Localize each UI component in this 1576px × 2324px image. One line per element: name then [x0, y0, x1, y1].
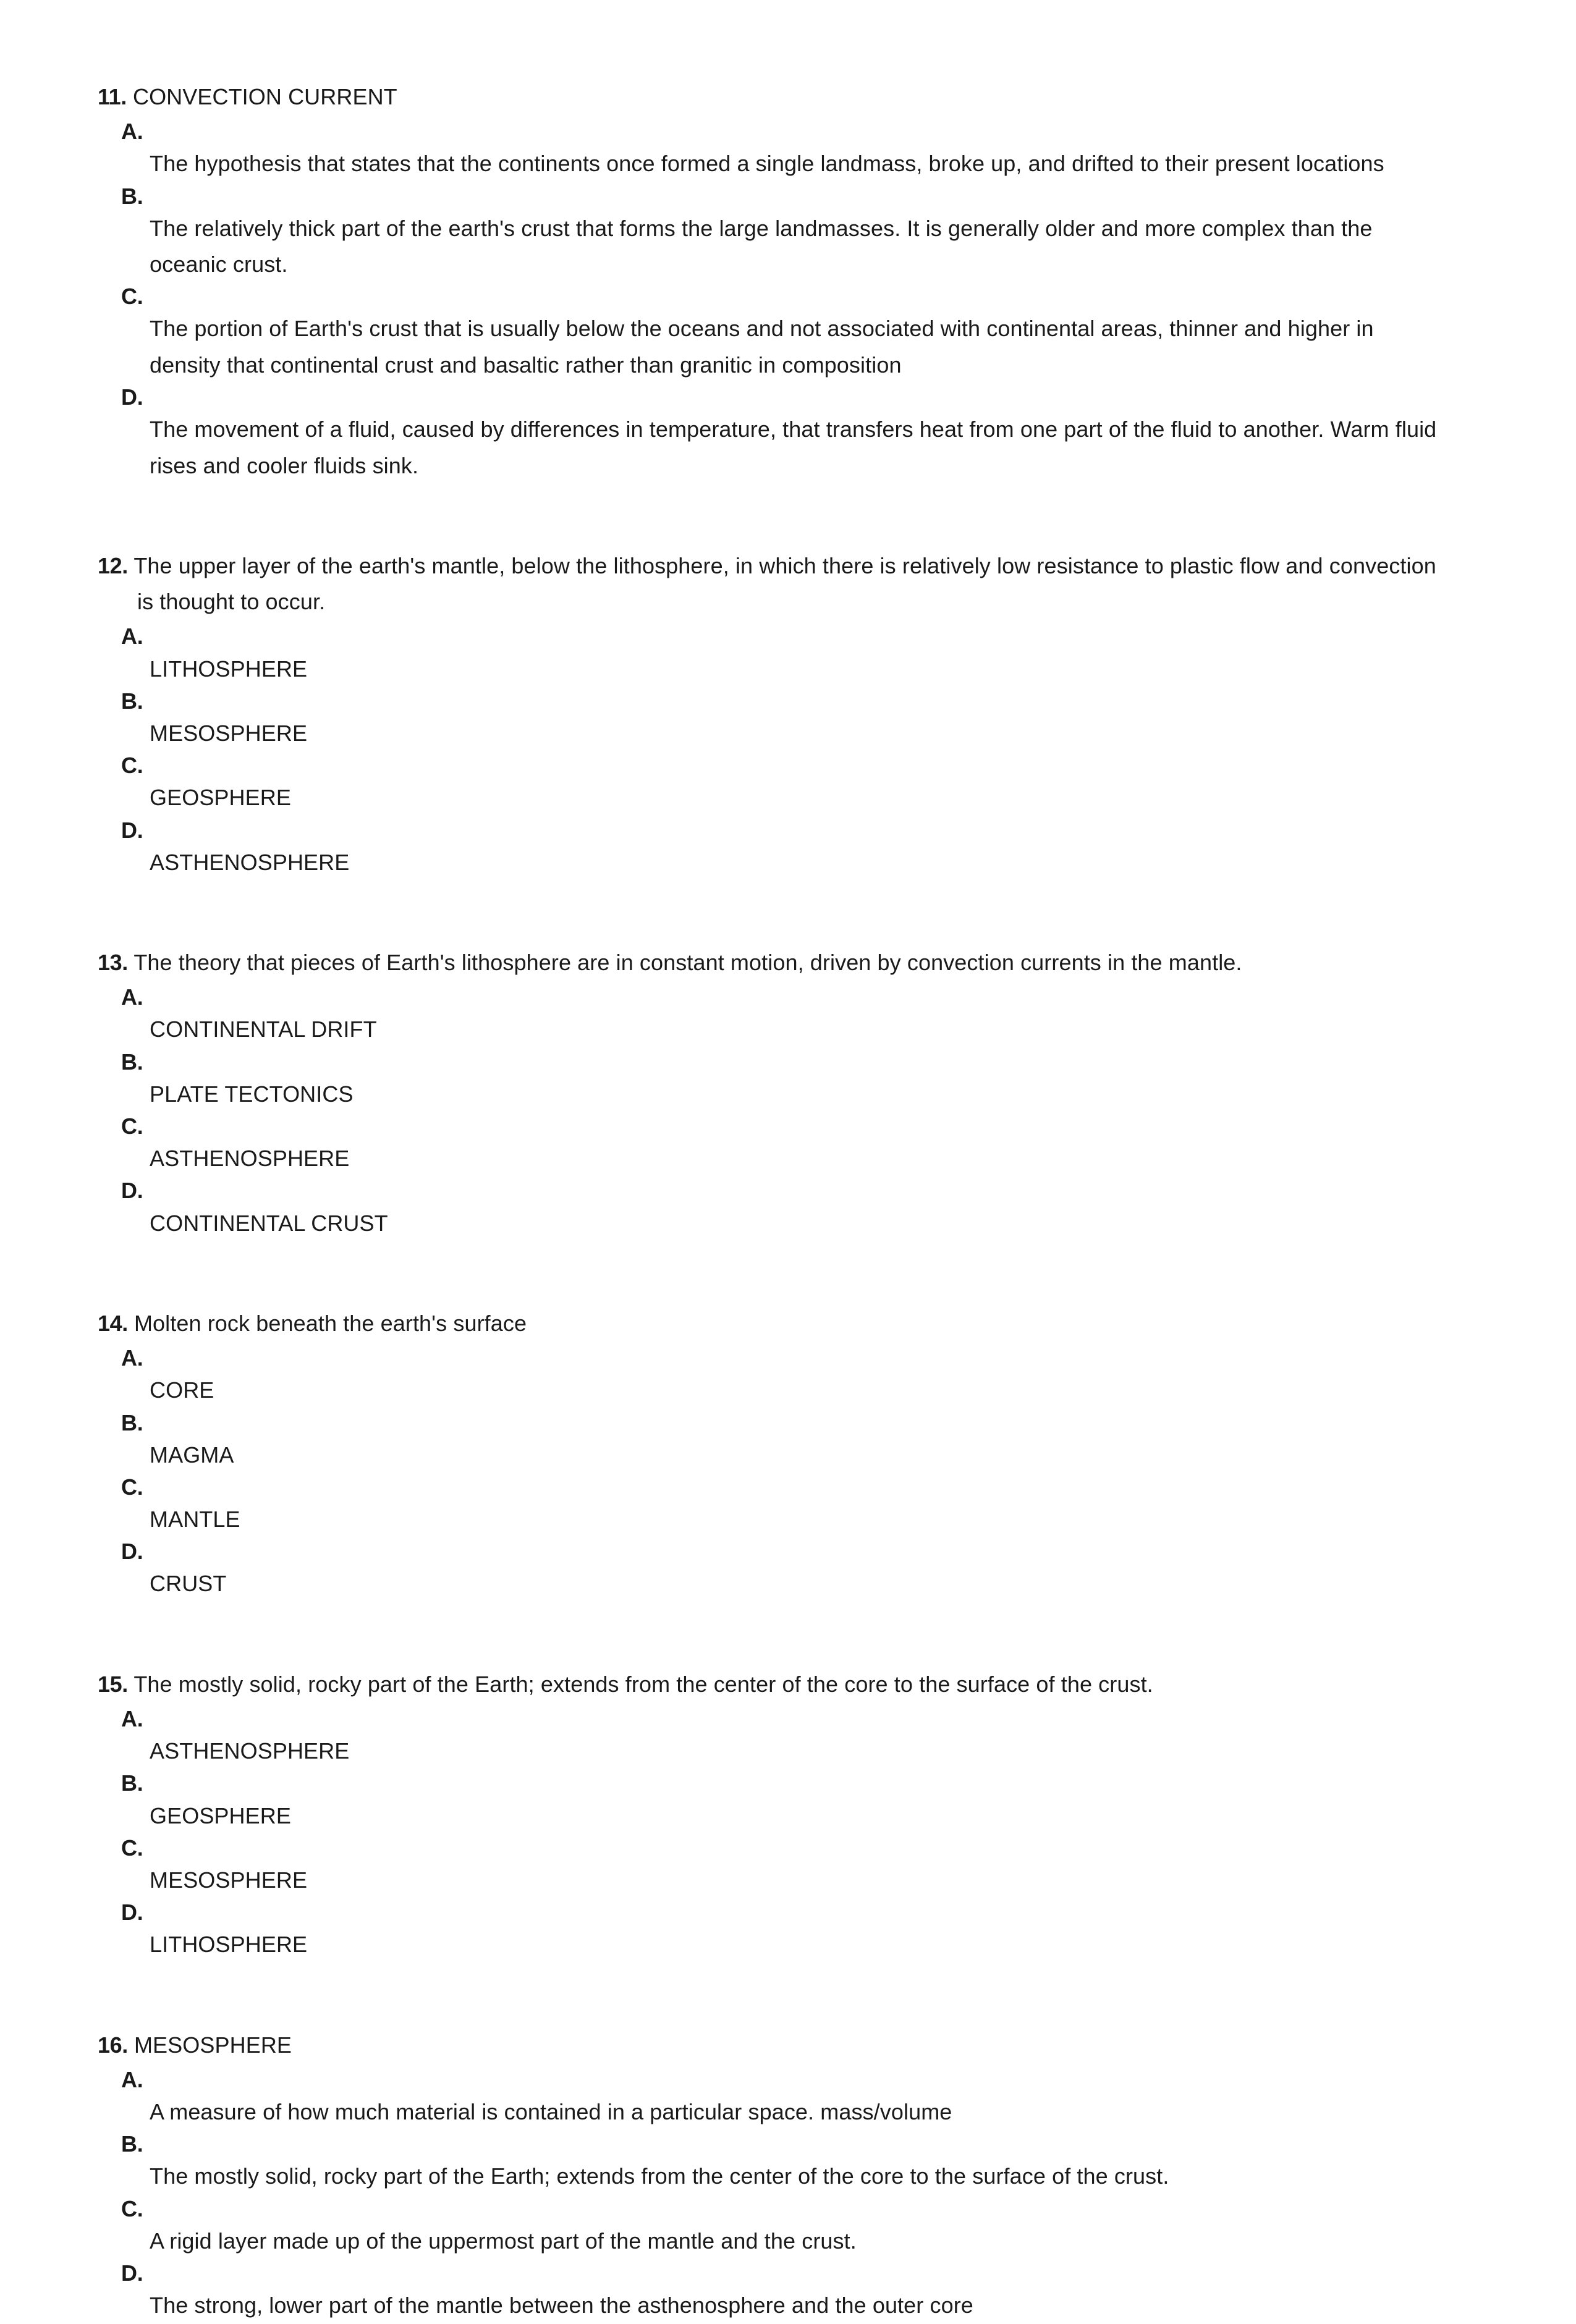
option-text[interactable]: MANTLE	[150, 1506, 240, 1532]
option-letter[interactable]: C.	[121, 1835, 143, 1861]
option-letter[interactable]: D.	[121, 1899, 143, 1925]
question-block	[98, 2027, 1446, 2324]
question-prompt	[98, 1306, 1446, 1342]
question-block	[98, 945, 1446, 1241]
option-text[interactable]: LITHOSPHERE	[150, 656, 308, 682]
option-letter[interactable]: B.	[121, 1049, 143, 1075]
answer-option[interactable]	[98, 751, 1446, 816]
option-text[interactable]: ASTHENOSPHERE	[150, 1738, 350, 1764]
option-letter[interactable]: C.	[121, 753, 143, 779]
option-letter[interactable]: B.	[121, 1409, 143, 1435]
option-list	[98, 2066, 1446, 2324]
option-text[interactable]: The portion of Earth's crust that is usually below the oceans and not associated with continental areas, thinner and higher in density that continental crust and basaltic rather than granitic in composition	[150, 316, 1374, 378]
option-letter[interactable]: C.	[121, 284, 143, 310]
option-text[interactable]: GEOSPHERE	[150, 1802, 291, 1828]
question-block	[98, 1667, 1446, 1963]
option-letter[interactable]: A.	[121, 1345, 143, 1371]
question-text: The upper layer of the earth's mantle, below the lithosphere, in which there is relatively low resistance to plastic flow and convection is thought to occur.	[133, 552, 1436, 615]
option-text[interactable]: GEOSPHERE	[150, 785, 291, 811]
question-number: 11.	[98, 84, 127, 109]
answer-option[interactable]	[98, 687, 1446, 751]
option-text[interactable]: A rigid layer made up of the uppermost part of the mantle and the crust.	[150, 2228, 857, 2254]
option-text[interactable]: The strong, lower part of the mantle between the asthenosphere and the outer core	[150, 2292, 973, 2318]
option-letter[interactable]: C.	[121, 2195, 143, 2221]
option-text[interactable]: CONTINENTAL DRIFT	[150, 1016, 377, 1042]
option-letter[interactable]: D.	[121, 1539, 143, 1565]
option-text[interactable]: The relatively thick part of the earth's crust that forms the large landmasses. It is generally older and more complex than the oceanic crust.	[150, 215, 1373, 277]
option-text[interactable]: The movement of a fluid, caused by differences in temperature, that transfers heat from one part of the fluid to another. Warm fluid rises and cooler fluids sink.	[150, 416, 1437, 478]
option-letter[interactable]: A.	[121, 119, 143, 145]
question-number: 14.	[98, 1310, 128, 1336]
option-text[interactable]: PLATE TECTONICS	[150, 1081, 354, 1107]
answer-option[interactable]	[98, 1409, 1446, 1473]
option-list	[98, 1344, 1446, 1602]
question-prompt	[98, 945, 1446, 981]
option-letter[interactable]: B.	[121, 2131, 143, 2157]
answer-option[interactable]	[98, 1344, 1446, 1408]
option-letter[interactable]: C.	[121, 1113, 143, 1139]
option-text[interactable]: CONTINENTAL CRUST	[150, 1210, 388, 1236]
option-letter[interactable]: A.	[121, 2066, 143, 2092]
question-text: CONVECTION CURRENT	[132, 84, 397, 109]
option-letter[interactable]: A.	[121, 984, 143, 1010]
option-letter[interactable]: D.	[121, 817, 143, 843]
answer-option[interactable]	[98, 2259, 1446, 2323]
answer-option[interactable]	[98, 816, 1446, 881]
question-prompt	[98, 548, 1446, 620]
option-text[interactable]: CORE	[150, 1377, 214, 1403]
answer-option[interactable]	[98, 2066, 1446, 2130]
question-prompt	[98, 79, 1446, 115]
option-letter[interactable]: B.	[121, 688, 143, 714]
answer-option[interactable]	[98, 2195, 1446, 2259]
option-letter[interactable]: D.	[121, 384, 143, 410]
answer-option[interactable]	[98, 1834, 1446, 1898]
answer-option[interactable]	[98, 1705, 1446, 1769]
question-number: 16.	[98, 2032, 128, 2058]
answer-option[interactable]	[98, 983, 1446, 1047]
question-number: 12.	[98, 552, 128, 578]
question-number: 15.	[98, 1671, 128, 1697]
option-text[interactable]: The hypothesis that states that the continents once formed a single landmass, broke up, and drifted to their present locations	[150, 151, 1384, 177]
answer-option[interactable]	[98, 2130, 1446, 2194]
option-letter[interactable]: B.	[121, 1770, 143, 1796]
option-list	[98, 622, 1446, 881]
option-text[interactable]: MAGMA	[150, 1442, 234, 1468]
question-block	[98, 79, 1446, 484]
answer-option[interactable]	[98, 622, 1446, 687]
option-text[interactable]: CRUST	[150, 1571, 227, 1597]
option-letter[interactable]: B.	[121, 183, 143, 209]
option-text[interactable]: The mostly solid, rocky part of the Earth; extends from the center of the core to the surface of the crust.	[150, 2163, 1169, 2189]
question-text: The theory that pieces of Earth's lithosphere are in constant motion, driven by convection currents in the mantle.	[133, 950, 1242, 975]
option-letter[interactable]: C.	[121, 1474, 143, 1500]
option-letter[interactable]: A.	[121, 1706, 143, 1732]
answer-option[interactable]	[98, 1769, 1446, 1833]
option-list	[98, 983, 1446, 1241]
answer-option[interactable]	[98, 1177, 1446, 1241]
answer-option[interactable]	[98, 383, 1446, 484]
option-list	[98, 117, 1446, 484]
answer-option[interactable]	[98, 117, 1446, 182]
answer-option[interactable]	[98, 1537, 1446, 1602]
option-text[interactable]: A measure of how much material is contained in a particular space. mass/volume	[150, 2099, 952, 2125]
answer-option[interactable]	[98, 1112, 1446, 1177]
answer-option[interactable]	[98, 182, 1446, 283]
option-letter[interactable]: D.	[121, 2260, 143, 2286]
answer-option[interactable]	[98, 1898, 1446, 1963]
answer-option[interactable]	[98, 1048, 1446, 1112]
option-text[interactable]: LITHOSPHERE	[150, 1932, 308, 1958]
option-text[interactable]: MESOSPHERE	[150, 1867, 308, 1893]
answer-option[interactable]	[98, 1473, 1446, 1537]
question-prompt	[98, 2027, 1446, 2063]
question-text: MESOSPHERE	[133, 2032, 292, 2058]
option-letter[interactable]: A.	[121, 623, 143, 649]
option-text[interactable]: MESOSPHERE	[150, 720, 308, 746]
question-text: The mostly solid, rocky part of the Earth; extends from the center of the core to the surface of the crust.	[133, 1671, 1153, 1697]
option-list	[98, 1705, 1446, 1963]
question-number: 13.	[98, 950, 128, 975]
option-text[interactable]: ASTHENOSPHERE	[150, 1146, 350, 1172]
question-prompt	[98, 1667, 1446, 1702]
option-text[interactable]: ASTHENOSPHERE	[150, 849, 350, 875]
question-text: Molten rock beneath the earth's surface	[133, 1310, 527, 1336]
option-letter[interactable]: D.	[121, 1178, 143, 1204]
answer-option[interactable]	[98, 282, 1446, 383]
question-block	[98, 548, 1446, 881]
question-block	[98, 1306, 1446, 1602]
question-list	[98, 79, 1446, 2324]
